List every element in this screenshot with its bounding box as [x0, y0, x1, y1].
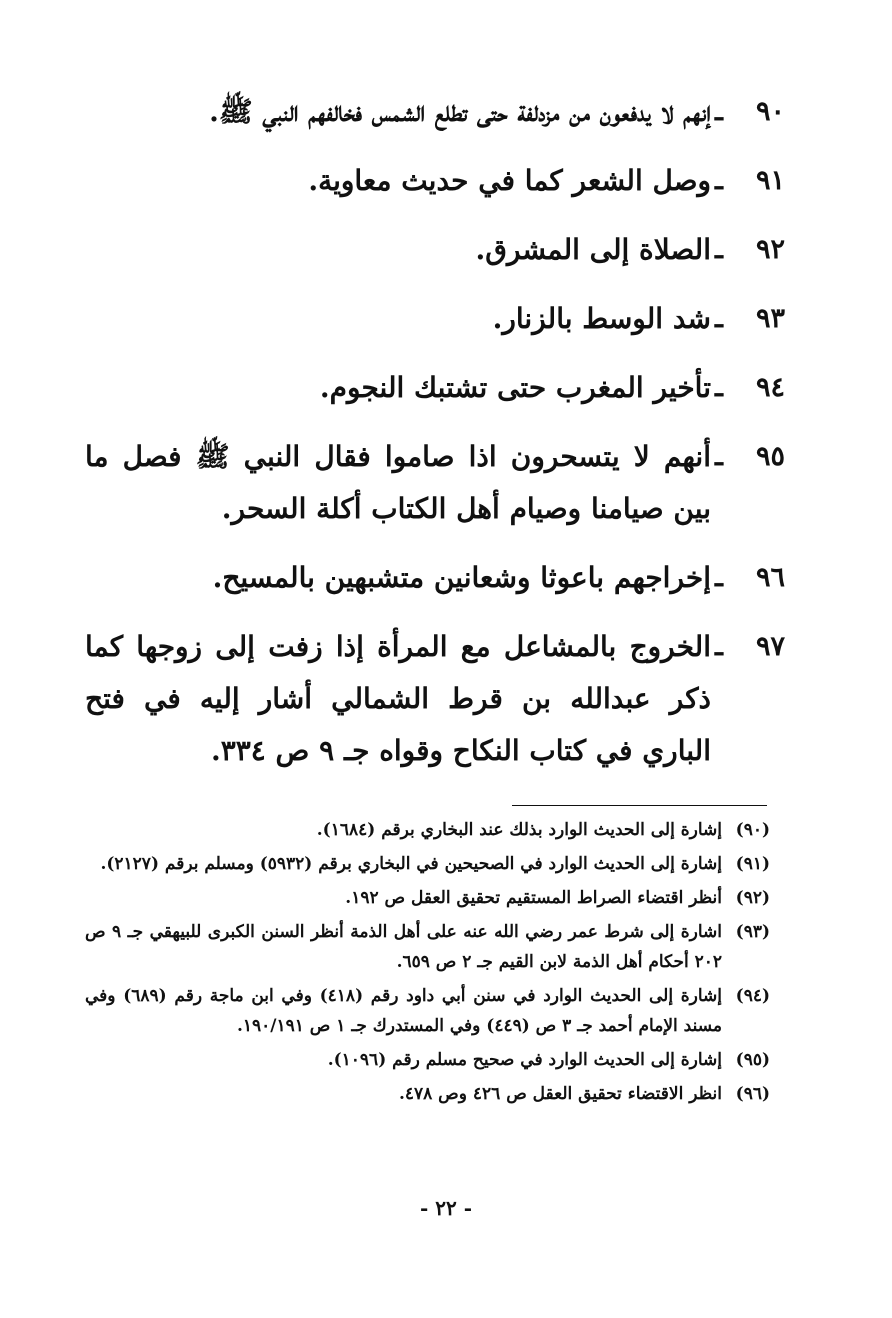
footnote-number: (٩٦)	[735, 1084, 770, 1104]
main-text	[85, 86, 785, 794]
list-item-97	[85, 621, 785, 777]
footnote-number: (٩٣)	[735, 922, 770, 942]
item-text: الصلاة إلى المشرق.	[475, 233, 711, 266]
footnote-number: (٩٢)	[735, 888, 770, 908]
item-text: الخروج بالمشاعل مع المرأة إذا زفت إلى زوجها كما ذكر عبدالله بن قرط الشمالي أشار إليه في فتح الباري في كتاب النكاح وقواه جـ ٩ ص ٣٣٤.	[85, 630, 711, 767]
footnote-divider	[512, 805, 767, 806]
footnote-text: إشارة إلى الحديث الوارد بذلك عند البخاري برقم (١٦٨٤).	[316, 820, 722, 840]
footnote-number: (٩٥)	[735, 1050, 770, 1070]
item-number: ٩٣	[755, 303, 785, 334]
item-number: ٩٢	[755, 234, 785, 265]
footnote-text: انظر الاقتضاء تحقيق العقل ص ٤٢٦ وص ٤٧٨.	[398, 1084, 722, 1104]
item-text: إخراجهم باعوثا وشعانين متشبهين بالمسيح.	[212, 561, 711, 594]
footnote-text: إشارة إلى الحديث الوارد في الصحيحين في البخاري برقم (٥٩٣٢) ومسلم برقم (٢١٢٧).	[100, 854, 722, 874]
footnote-93	[85, 917, 770, 977]
footnote-96	[85, 1079, 770, 1109]
footnote-text: إشارة إلى الحديث الوارد في صحيح مسلم رقم (١٠٩٦).	[327, 1050, 722, 1070]
item-dash: ـ	[715, 234, 723, 265]
footnote-90	[85, 815, 770, 845]
item-number: ٩٠	[755, 96, 785, 127]
item-dash: ـ	[715, 96, 723, 127]
list-item-91	[85, 155, 785, 207]
item-number: ٩١	[755, 165, 785, 196]
item-dash: ـ	[715, 562, 723, 593]
footnote-text: أنظر اقتضاء الصراط المستقيم تحقيق العقل ص ١٩٢.	[345, 888, 722, 908]
list-item-93	[85, 293, 785, 345]
item-text: إنهم لا يدفعون من مزدلفة حتى تطلع الشمس فخالفهم النبي ﷺ.	[209, 95, 711, 128]
item-text: تأخير المغرب حتى تشتبك النجوم.	[319, 371, 711, 404]
footnote-95	[85, 1045, 770, 1075]
footnotes	[85, 815, 770, 1113]
footnote-text: اشارة إلى شرط عمر رضي الله عنه على أهل الذمة أنظر السنن الكبرى للبيهقي جـ ٩ ص ٢٠٢ أحكام أهل الذمة لابن القيم جـ ٢ ص ٦٥٩.	[85, 922, 722, 972]
item-dash: ـ	[715, 631, 723, 662]
list-item-94	[85, 362, 785, 414]
footnote-91	[85, 849, 770, 879]
item-dash: ـ	[715, 165, 723, 196]
item-number: ٩٤	[755, 372, 785, 403]
item-number: ٩٦	[755, 562, 785, 593]
item-dash: ـ	[715, 372, 723, 403]
footnote-text: إشارة إلى الحديث الوارد في سنن أبي داود رقم (٤١٨) وفي ابن ماجة رقم (٦٨٩) وفي مسند الإمام أحمد جـ ٣ ص (٤٤٩) وفي المستدرك جـ ١ ص ١٩٠/١٩١.	[85, 986, 723, 1036]
footnote-92	[85, 883, 770, 913]
list-item-92	[85, 224, 785, 276]
item-text: وصل الشعر كما في حديث معاوية.	[308, 164, 711, 197]
item-text: شد الوسط بالزنار.	[492, 302, 711, 335]
item-number: ٩٥	[755, 441, 785, 472]
item-number: ٩٧	[755, 631, 785, 662]
list-item-96	[85, 552, 785, 604]
footnote-number: (٩٠)	[735, 820, 770, 840]
item-dash: ـ	[715, 441, 723, 472]
list-item-90	[85, 86, 785, 138]
footnote-number: (٩٤)	[735, 986, 770, 1006]
footnote-94	[85, 981, 770, 1041]
item-dash: ـ	[715, 303, 723, 334]
page-number: - ٢٢ -	[419, 1196, 472, 1220]
footnote-number: (٩١)	[735, 854, 770, 874]
list-item-95	[85, 431, 785, 535]
item-text: أنهم لا يتسحرون اذا صاموا فقال النبي ﷺ فصل ما بين صيامنا وصيام أهل الكتاب أكلة السحر.	[85, 440, 711, 525]
